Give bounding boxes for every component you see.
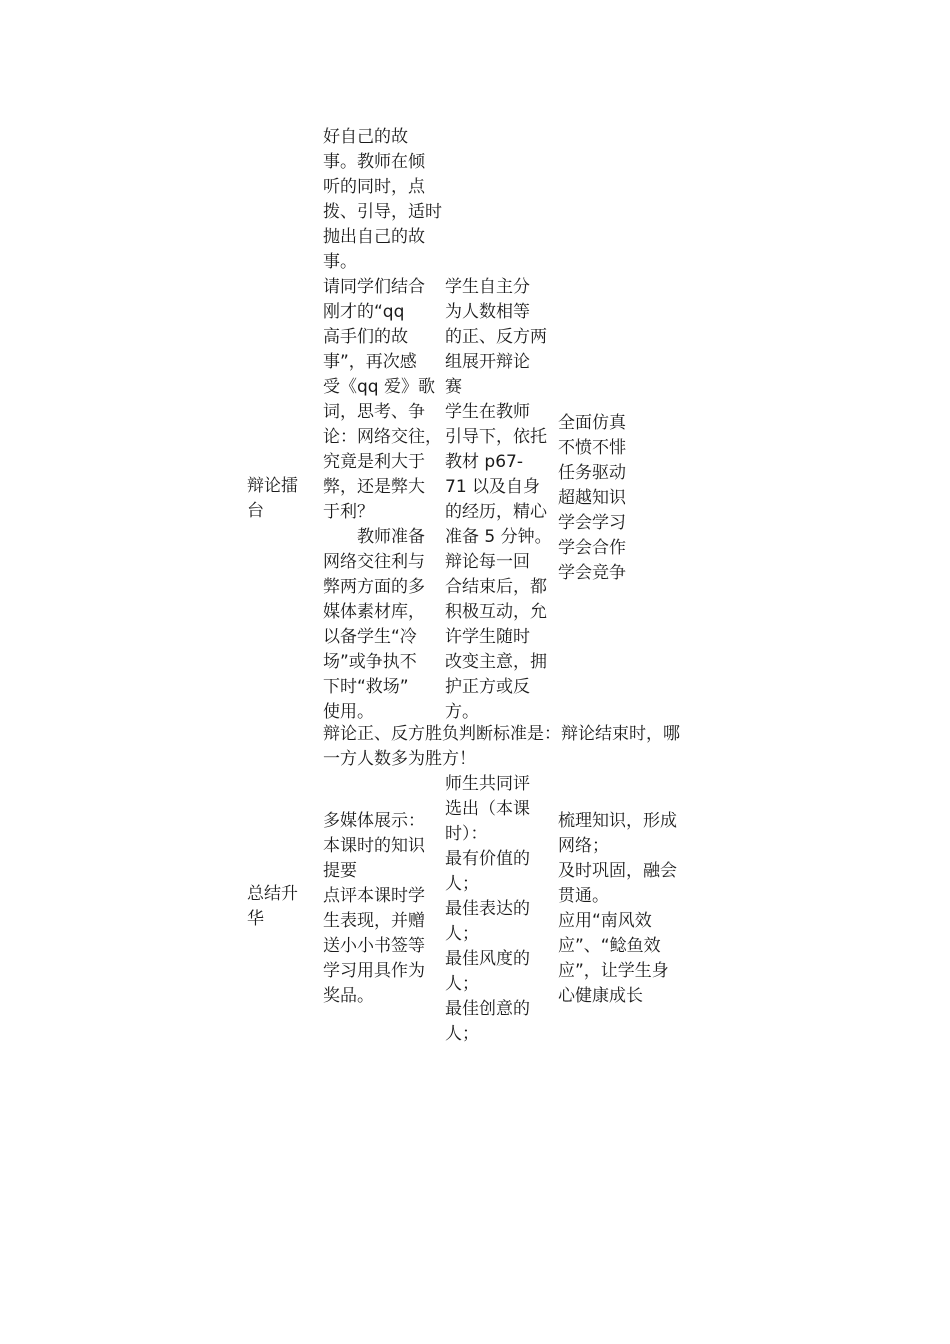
summary-teacher-text [323,809,425,1009]
text-line: 学习用具作为 [323,961,425,981]
text-line: 选出（本课 [445,799,530,819]
text-line: 梳理知识，形成 [558,811,677,831]
text-line: 时）： [445,824,488,844]
text-line: 事。 [323,252,357,272]
debate-student-text [445,275,552,725]
text-line: 护正方或反 [445,677,530,697]
text-line: 人； [445,1024,479,1044]
text-line: 多媒体展示： [323,811,425,831]
summary-stage-label [247,882,298,932]
text-line: 教材 p67- [445,452,523,472]
text-line: 刚才的“qq [323,302,405,322]
text-line: 最佳表达的 [445,899,530,919]
text-line: 总结升 [247,884,298,904]
text-line: 辩论擂 [247,476,298,496]
text-line: 本课时的知识 [323,836,425,856]
text-line: 听的同时，点 [323,177,425,197]
text-line: 送小小书签等 [323,936,425,956]
text-line: 生表现，并赠 [323,911,425,931]
text-line: 论：网络交往， [323,427,442,447]
text-line: 超越知识 [558,488,626,508]
text-line: 应”、“鲶鱼效 [558,936,661,956]
text-line: 奖品。 [323,986,374,1006]
text-line: 师生共同评 [445,774,530,794]
summary-student-text [445,772,530,1047]
text-line: 学生在教师 [445,402,530,422]
text-line: 辩论每一回 [445,552,530,572]
text-line: 事”，再次感 [323,352,417,372]
text-line: 华 [247,909,264,929]
text-line: 最佳风度的 [445,949,530,969]
text-line: 好自己的故 [323,127,408,147]
text-line: 弊两方面的多 [323,577,425,597]
debate-teacher-text [323,275,442,725]
text-line: 事。教师在倾 [323,152,425,172]
text-line: 不愤不悱 [558,438,626,458]
text-line: 词，思考、争 [323,402,425,422]
text-line: 提要 [323,861,357,881]
text-line: 最佳创意的 [445,999,530,1019]
text-line: 人； [445,874,479,894]
text-line: 学会合作 [558,538,626,558]
text-line: 辩论正、反方胜负判断标准是：辩论结束时，哪 [323,724,680,744]
text-line: 准备 5 分钟。 [445,527,552,547]
text-line: 的经历，精心 [445,502,547,522]
text-line: 许学生随时 [445,627,530,647]
text-line: 最有价值的 [445,849,530,869]
text-line: 场”或争执不 [323,652,417,672]
text-line: 受《qq 爱》歌 [323,377,435,397]
debate-stage-label [247,474,298,524]
text-line: 71 以及自身 [445,477,541,497]
text-line: 于利？ [323,502,374,522]
text-line: 贯通。 [558,886,609,906]
text-line: 下时“救场” [323,677,409,697]
text-line: 使用。 [323,702,374,722]
text-line: 媒体素材库， [323,602,425,622]
text-line: 一方人数多为胜方！ [323,749,476,769]
text-line: 应用“南风效 [558,911,652,931]
text-line: 的正、反方两 [445,327,547,347]
text-line: 人； [445,974,479,994]
text-line: 弊，还是弊大 [323,477,425,497]
text-line: 点评本课时学 [323,886,425,906]
text-line: 请同学们结合 [323,277,425,297]
text-line: 人； [445,924,479,944]
text-line: 改变主意，拥 [445,652,547,672]
text-line: 及时巩固，融会 [558,861,677,881]
text-line: 学生自主分 [445,277,530,297]
text-line: 教师准备 [323,527,425,547]
text-line: 方。 [445,702,479,722]
text-line: 心健康成长 [558,986,643,1006]
text-line: 究竟是利大于 [323,452,425,472]
text-line: 学会竞争 [558,563,626,583]
text-line: 学会学习 [558,513,626,533]
text-line: 拨、引导，适时 [323,202,442,222]
summary-goals-text [558,809,677,1009]
text-line: 积极互动，允 [445,602,547,622]
text-line: 为人数相等 [445,302,530,322]
text-line: 任务驱动 [558,463,626,483]
text-line: 合结束后，都 [445,577,547,597]
text-line: 引导下，依托 [445,427,547,447]
text-line: 台 [247,501,264,521]
text-line: 网络； [558,836,609,856]
text-line: 网络交往利与 [323,552,425,572]
text-line: 组展开辩论 [445,352,530,372]
text-line: 赛 [445,377,462,397]
text-line: 高手们的故 [323,327,408,347]
intro-teacher-text [323,125,442,275]
debate-rule-text [323,722,680,772]
text-line: 以备学生“冷 [323,627,417,647]
debate-goals-text [558,411,626,586]
text-line: 应”，让学生身 [558,961,669,981]
text-line: 全面仿真 [558,413,626,433]
text-line: 抛出自己的故 [323,227,425,247]
